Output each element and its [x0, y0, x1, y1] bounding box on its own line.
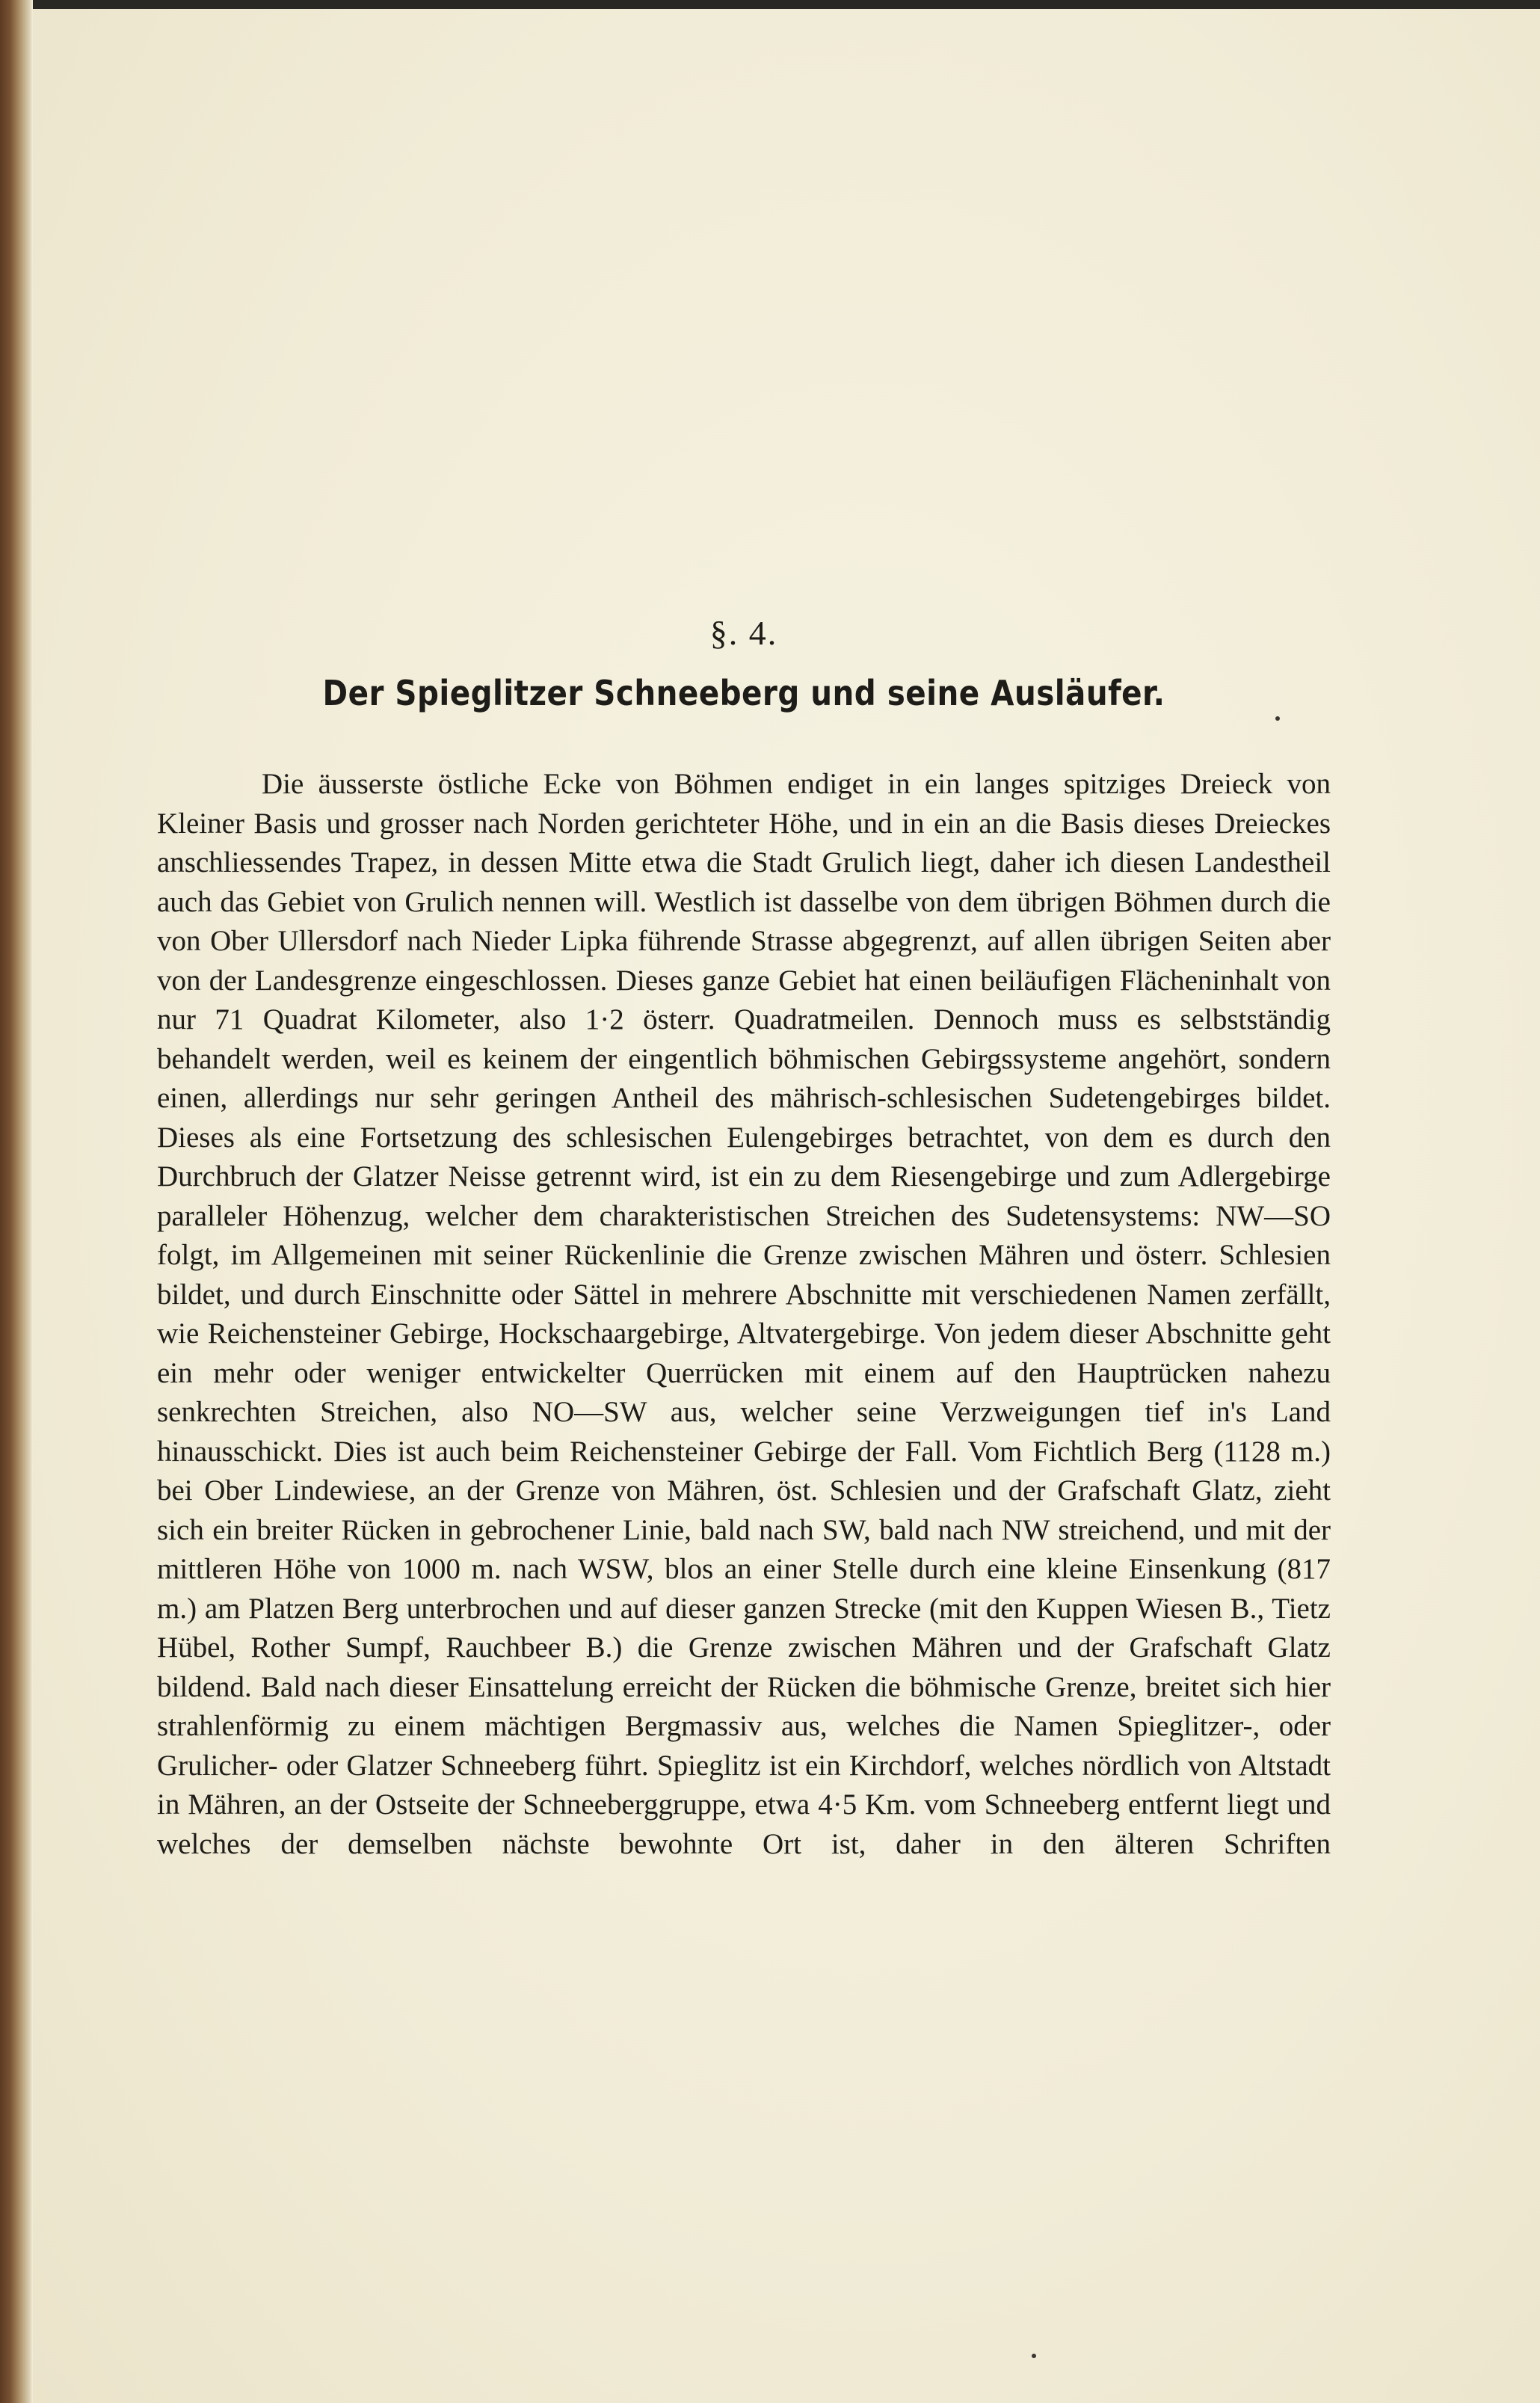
book-binding-edge [0, 0, 33, 2403]
section-number: §. 4. [709, 614, 778, 652]
ink-speck [1032, 2354, 1036, 2358]
page-top-edge [0, 0, 1540, 9]
ink-speck [1275, 716, 1280, 721]
section-title: Der Spieglitzer Schneeberg und seine Ausläufer. [322, 673, 1165, 713]
body-paragraph: Die äusserste östliche Ecke von Böhmen endiget in ein langes spitziges Dreieck von Kleiner Basis und grosser nach Norden gerichteter Höhe, und in ein an die Basis dieses Dreieckes anschliessendes Trapez, in dessen Mitte etwa die Stadt Grulich liegt, daher ich diesen Landestheil auch das Gebiet von Grulich nennen will. Westlich ist dasselbe von dem übrigen Böhmen durch die von Ober Ullersdorf nach Nieder Lipka führende Strasse abgegrenzt, auf allen übrigen Seiten aber von der Landesgrenze eingeschlossen. Dieses ganze Gebiet hat einen beiläufigen Flächeninhalt von nur 71 Quadrat Kilometer, also 1·2 österr. Quadratmeilen. Dennoch muss es selbstständig behandelt werden, weil es keinem der eingentlich böhmischen Gebirgssysteme angehört, sondern einen, allerdings nur sehr geringen Antheil des mährisch-schlesischen Sudetengebirges bildet. Dieses als eine Fortsetzung des schlesischen Eulengebirges betrachtet, von dem es durch den Durchbruch der Glatzer Neisse getrennt wird, ist ein zu dem Riesengebirge und zum Adlergebirge paralleler Höhenzug, welcher dem charakteristischen Streichen des Sudetensystems: NW—SO folgt, im Allgemeinen mit seiner Rückenlinie die Grenze zwischen Mähren und österr. Schlesien bildet, und durch Einschnitte oder Sättel in mehrere Abschnitte mit verschiedenen Namen zerfällt, wie Reichensteiner Gebirge, Hockschaargebirge, Altvatergebirge. Von jedem dieser Abschnitte geht ein mehr oder weniger entwickelter Querrücken mit einem auf den Hauptrücken nahezu senkrechten Streichen, also NO—SW aus, welcher seine Verzweigungen tief in's Land hinausschickt. Dies ist auch beim Reichensteiner Gebirge der Fall. Vom Fichtlich Berg (1128 m.) bei Ober Lindewiese, an der Grenze von Mähren, öst. Schlesien und der Grafschaft Glatz, zieht sich ein breiter Rücken in gebrochener Linie, bald nach SW, bald nach NW streichend, und mit der mittleren Höhe von 1000 m. nach WSW, blos an einer Stelle durch eine kleine Einsenkung (817 m.) am Platzen Berg unterbrochen und auf dieser ganzen Strecke (mit den Kuppen Wiesen B., Tietz Hübel, Rother Sumpf, Rauchbeer B.) die Grenze zwischen Mähren und der Grafschaft Glatz bildend. Bald nach dieser Einsattelung erreicht der Rücken die böhmische Grenze, breitet sich hier strahlenförmig zu einem mächtigen Bergmassiv aus, welches die Namen Spieglitzer-, oder Grulicher- oder Glatzer Schneeberg führt. Spieglitz ist ein Kirchdorf, welches nördlich von Altstadt in Mähren, an der Ostseite der Schneeberggruppe, etwa 4·5 Km. vom Schneeberg entfernt liegt und welches der demselben nächste bewohnte Ort ist, daher in den älteren Schriften [157, 768, 1331, 1860]
